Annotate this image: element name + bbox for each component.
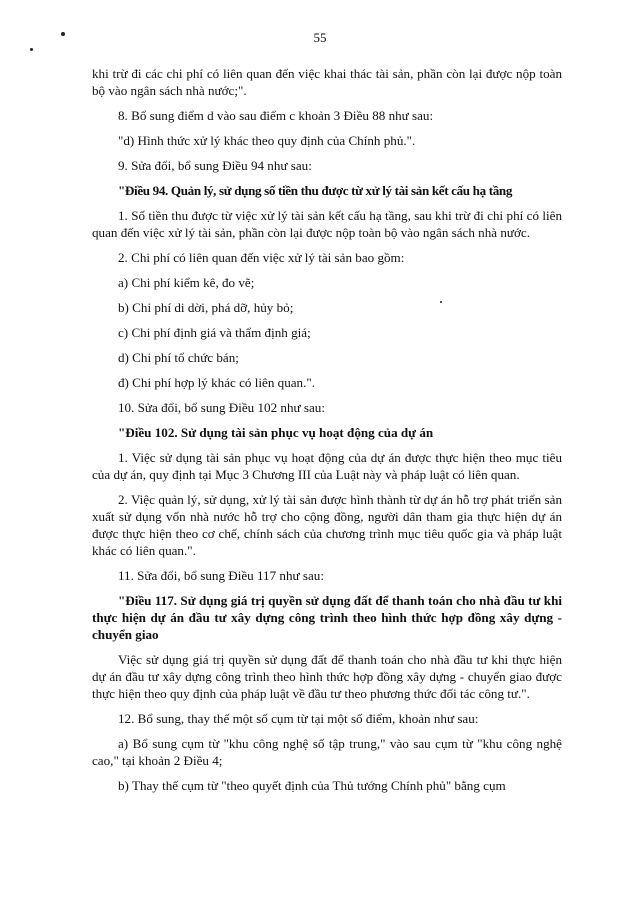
paragraph-text: 9. Sửa đổi, bổ sung Điều 94 như sau: bbox=[118, 158, 312, 173]
paragraph bbox=[92, 491, 562, 559]
paragraph-text: 11. Sửa đổi, bổ sung Điều 117 như sau: bbox=[118, 568, 324, 583]
paragraph-text: b) Thay thế cụm từ "theo quyết định của Thủ tướng Chính phủ" bằng cụm bbox=[118, 778, 506, 793]
paragraph-text: "Điều 94. Quản lý, sử dụng số tiền thu được từ xử lý tài sản kết cấu hạ tầng bbox=[118, 183, 513, 198]
paragraph-text: Việc sử dụng giá trị quyền sử dụng đất để thanh toán cho nhà đầu tư khi thực hiện dự án đầu tư xây dựng công trình theo hình thức hợp đồng xây dựng - chuyển giao được thực hiện theo quy định của pháp luật về đầu tư theo phương thức đối tác công tư.". bbox=[92, 652, 562, 701]
article-heading bbox=[92, 592, 562, 643]
paragraph-text: "Điều 102. Sử dụng tài sản phục vụ hoạt động của dự án bbox=[118, 425, 434, 440]
list-item bbox=[92, 274, 562, 291]
list-item bbox=[92, 299, 562, 316]
paragraph-text: b) Chi phí di dời, phá dỡ, hủy bỏ; bbox=[118, 300, 294, 315]
paragraph-text: 10. Sửa đổi, bổ sung Điều 102 như sau: bbox=[118, 400, 325, 415]
paragraph-text: 2. Chi phí có liên quan đến việc xử lý tài sản bao gồm: bbox=[118, 250, 405, 265]
paragraph bbox=[92, 132, 562, 149]
paragraph-text: d) Chi phí tổ chức bán; bbox=[118, 350, 239, 365]
paragraph-text: 12. Bổ sung, thay thế một số cụm từ tại một số điểm, khoản như sau: bbox=[118, 711, 479, 726]
paragraph-text: a) Chi phí kiểm kê, đo vẽ; bbox=[118, 275, 255, 290]
paragraph-text: khi trừ đi các chi phí có liên quan đến việc khai thác tài sản, phần còn lại được nộp toàn bộ vào ngân sách nhà nước;". bbox=[92, 66, 562, 98]
paragraph bbox=[92, 449, 562, 483]
paragraph bbox=[92, 157, 562, 174]
page-number: 55 bbox=[313, 30, 327, 45]
scan-speck bbox=[30, 48, 33, 51]
paragraph bbox=[92, 399, 562, 416]
article-heading bbox=[92, 182, 562, 199]
document-body bbox=[92, 65, 562, 802]
paragraph-text: 2. Việc quản lý, sử dụng, xử lý tài sản được hình thành từ dự án hỗ trợ phát triển sản xuất sử dụng vốn nhà nước hỗ trợ cho cộng đồng, người dân tham gia thực hiện dự án được thực hiện theo cơ chế, chính sách của chương trình mục tiêu quốc gia và pháp luật khác có liên quan.". bbox=[92, 492, 562, 558]
article-heading bbox=[92, 424, 562, 441]
paragraph-text: a) Bổ sung cụm từ "khu công nghệ số tập trung," vào sau cụm từ "khu công nghệ cao," tại khoản 2 Điều 4; bbox=[92, 736, 562, 768]
list-item bbox=[92, 324, 562, 341]
paragraph-text: c) Chi phí định giá và thẩm định giá; bbox=[118, 325, 311, 340]
paragraph-text: "Điều 117. Sử dụng giá trị quyền sử dụng đất để thanh toán cho nhà đầu tư khi thực hiện dự án đầu tư xây dựng công trình theo hình thức hợp đồng xây dựng - chuyển giao bbox=[92, 593, 562, 642]
paragraph-text: 1. Việc sử dụng tài sản phục vụ hoạt động của dự án được thực hiện theo mục tiêu của dự án, quy định tại Mục 3 Chương III của Luật này và pháp luật có liên quan. bbox=[92, 450, 562, 482]
paragraph bbox=[92, 207, 562, 241]
paragraph bbox=[92, 651, 562, 702]
paragraph-text: "d) Hình thức xử lý khác theo quy định của Chính phủ.". bbox=[118, 133, 416, 148]
paragraph-text: 1. Số tiền thu được từ việc xử lý tài sản kết cấu hạ tầng, sau khi trừ đi chi phí có liên quan đến việc xử lý tài sản, phần còn lại được nộp toàn bộ vào ngân sách nhà nước. bbox=[92, 208, 562, 240]
list-item bbox=[92, 777, 562, 794]
paragraph-text: 8. Bổ sung điểm d vào sau điểm c khoản 3 Điều 88 như sau: bbox=[118, 108, 434, 123]
list-item bbox=[92, 374, 562, 391]
paragraph bbox=[92, 710, 562, 727]
list-item bbox=[92, 735, 562, 769]
paragraph bbox=[92, 567, 562, 584]
paragraph-text: đ) Chi phí hợp lý khác có liên quan.". bbox=[118, 375, 316, 390]
list-item bbox=[92, 349, 562, 366]
paragraph bbox=[92, 249, 562, 266]
paragraph bbox=[92, 107, 562, 124]
paragraph bbox=[92, 65, 562, 99]
